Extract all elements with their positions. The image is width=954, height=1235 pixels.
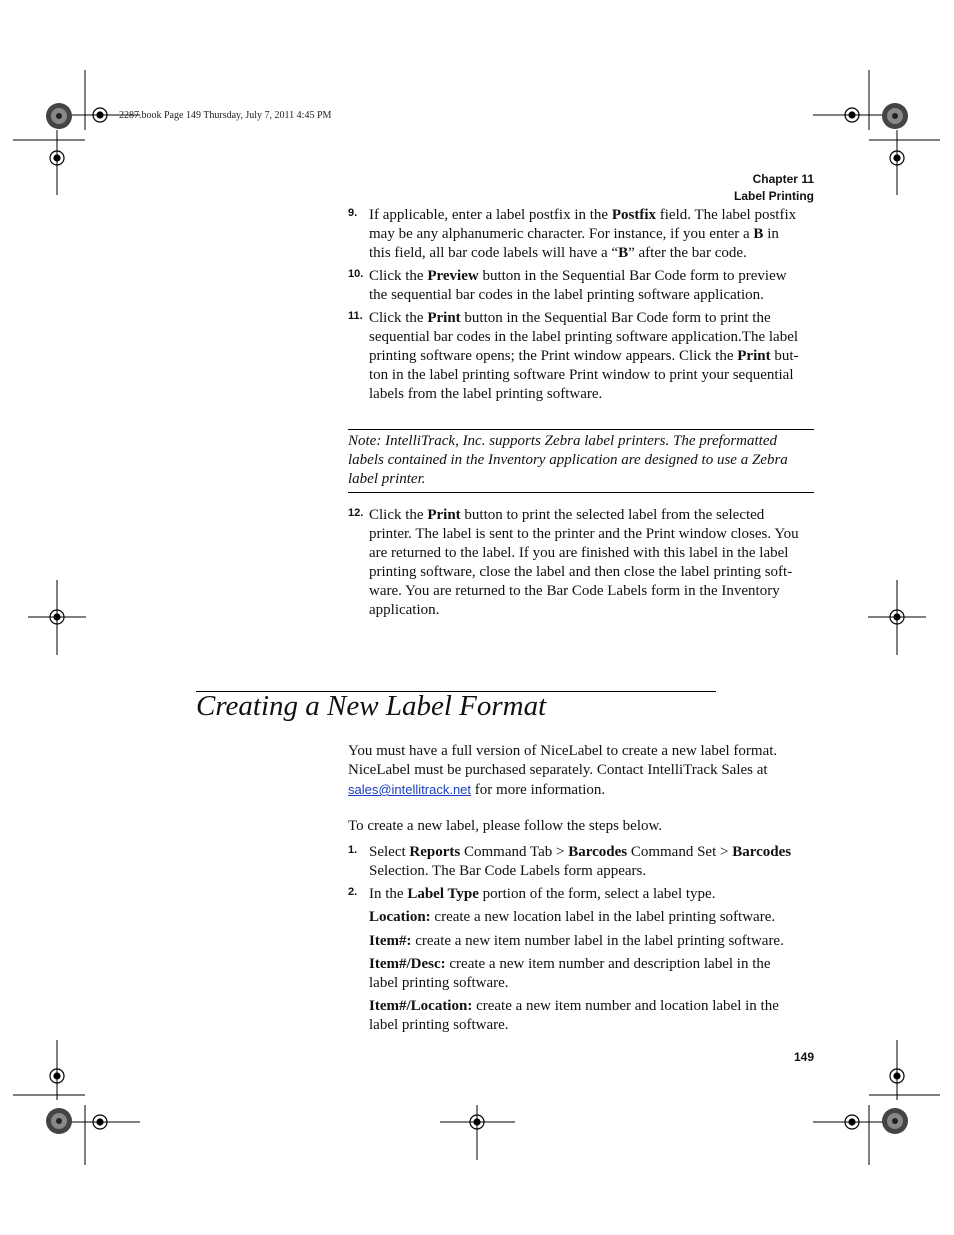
step-line: ware. You are returned to the Bar Code Labels form in the Inventory [369, 583, 780, 599]
label-type-line [369, 974, 814, 993]
note-line: labels contained in the Inventory application are designed to use a Zebra [348, 452, 788, 468]
step-line: Select Reports Command Tab > Barcodes Command Set > Barcodes [369, 844, 792, 860]
step-line: the sequential bar codes in the label printing software application. [369, 287, 764, 303]
label-type-item [369, 997, 814, 1035]
label-type-line [369, 932, 814, 951]
follow-paragraph: To create a new label, please follow the steps below. [348, 818, 663, 834]
note-line: Note: IntelliTrack, Inc. supports Zebra label printers. The preformatted [348, 433, 778, 449]
label-type-line [369, 955, 814, 974]
step-line: printer. The label is sent to the printer and the Print window closes. You [369, 526, 799, 542]
label-type-line [369, 997, 814, 1016]
intro-line-3: for more information. [471, 782, 606, 798]
note-line: label printer. [348, 471, 426, 487]
step-line: In the Label Type portion of the form, select a label type. [369, 886, 716, 902]
label-type-desc: create a new item number label in the label printing software. [411, 933, 784, 949]
step-number: 2. [348, 886, 358, 898]
label-type-term: Item#/Location: [369, 998, 473, 1014]
step-line: this field, all bar code labels will have a “B” after the bar code. [369, 245, 747, 261]
label-type-desc: label printing software. [369, 975, 509, 991]
step-line: labels from the label printing software. [369, 386, 603, 402]
step-line: Click the Preview button in the Sequential Bar Code form to preview [369, 268, 787, 284]
label-type-desc: create a new item number and location label in the [472, 998, 779, 1014]
step-line: If applicable, enter a label postfix in the Postfix field. The label postfix [369, 207, 797, 223]
step-line: may be any alphanumeric character. For instance, if you enter a B in [369, 226, 779, 242]
step-text [369, 309, 814, 404]
label-type-term: Item#: [369, 933, 412, 949]
label-type-item [369, 955, 814, 993]
step-text [369, 206, 814, 263]
step-line: sequential bar codes in the label printing software application.The label [369, 329, 799, 345]
step-number: 1. [348, 844, 358, 856]
intro-paragraph [348, 742, 814, 800]
page-number: 149 [793, 1050, 814, 1064]
note-bottom-rule [348, 492, 814, 493]
step-text [369, 506, 814, 620]
note-top-rule [348, 429, 814, 430]
header-chapter: Chapter 11 [752, 172, 814, 186]
label-type-item [369, 908, 814, 927]
step-number: 12. [348, 507, 364, 519]
step-line: printing software, close the label and then close the label printing soft- [369, 564, 793, 580]
step-line: Click the Print button to print the selected label from the selected [369, 507, 765, 523]
step-number: 10. [348, 268, 364, 280]
step-number: 9. [348, 207, 358, 219]
intro-line-2: NiceLabel must be purchased separately. Contact IntelliTrack Sales at [348, 762, 768, 778]
step-text [369, 843, 814, 881]
step-line: Click the Print button in the Sequential Bar Code form to print the [369, 310, 771, 326]
intro-line-1: You must have a full version of NiceLabel to create a new label format. [348, 743, 778, 759]
step-line: ton in the label printing software Print window to print your sequential [369, 367, 794, 383]
step-number: 11. [348, 310, 363, 322]
label-type-desc: create a new location label in the label printing software. [430, 909, 776, 925]
step-line: application. [369, 602, 440, 618]
print-slug: 2287.book Page 149 Thursday, July 7, 2011 4:45 PM [119, 110, 332, 121]
step-line: Selection. The Bar Code Labels form appears. [369, 863, 647, 879]
label-type-line [369, 1016, 814, 1035]
step-line: are returned to the label. If you are finished with this label in the label [369, 545, 789, 561]
header-title: Label Printing [733, 189, 814, 203]
label-type-item [369, 932, 814, 951]
note-block [348, 432, 814, 489]
section-title: Creating a New Label Format [196, 690, 547, 722]
sales-email-link[interactable]: sales@intellitrack.net [348, 782, 472, 797]
label-type-line [369, 908, 814, 927]
label-type-term: Item#/Desc: [369, 956, 446, 972]
step-text [369, 267, 814, 305]
label-type-term: Location: [369, 909, 431, 925]
step-line: printing software opens; the Print window appears. Click the Print but- [369, 348, 799, 364]
label-type-desc: create a new item number and description label in the [445, 956, 771, 972]
label-type-desc: label printing software. [369, 1017, 509, 1033]
step-text [369, 885, 814, 904]
